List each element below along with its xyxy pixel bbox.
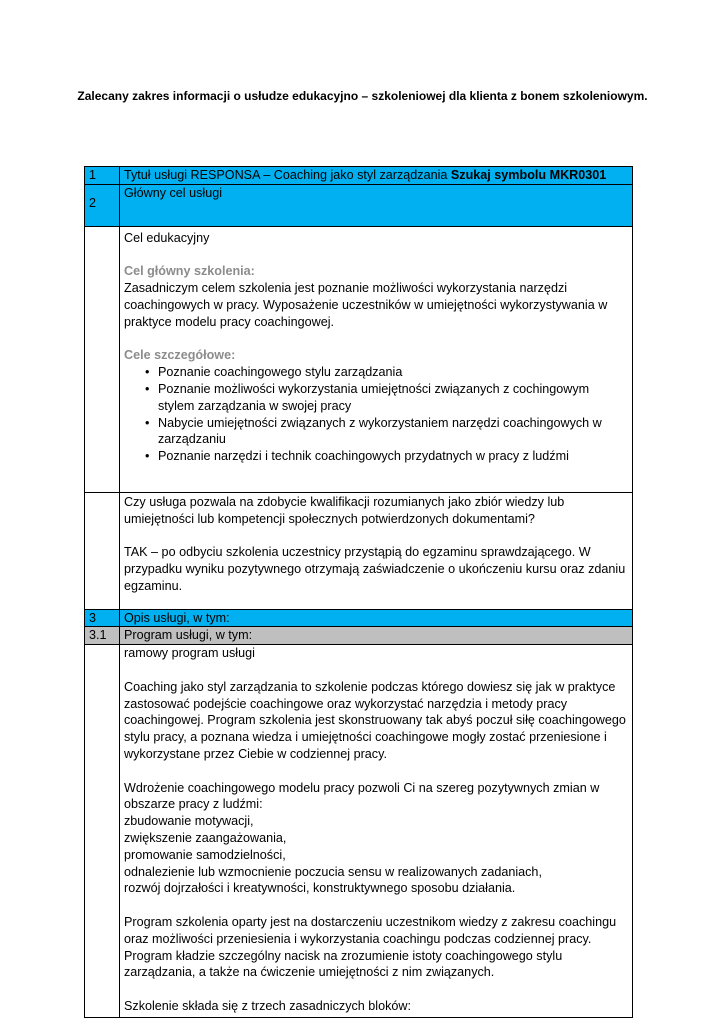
empty-cell bbox=[85, 645, 120, 1018]
benefit-line: zbudowanie motywacji, bbox=[124, 814, 254, 829]
benefit-line: odnalezienie lub wzmocnienie poczucia sensu w realizowanych zadaniach, bbox=[124, 864, 542, 879]
list-item: • Poznanie coachingowego stylu zarządzania bbox=[158, 364, 628, 381]
goals-title: Cel edukacyjny bbox=[124, 230, 210, 245]
main-goal-heading: Cel główny szkolenia: bbox=[124, 264, 255, 279]
service-program-label: Program usługi, w tym: bbox=[120, 627, 633, 645]
program-paragraph: Program kładzie szczególny nacisk na zrozumienie istoty coachingowego stylu zarządzania, a także na ćwiczenie umiejętności z nim związanych. bbox=[124, 948, 563, 980]
document-heading: Zalecany zakres informacji o usłudze edukacyjno – szkoleniowej dla klienta z bonem szkoleniowym. bbox=[77, 89, 648, 103]
main-goal-label: Główny cel usługi bbox=[120, 184, 633, 226]
service-symbol: Szukaj symbolu MKR0301 bbox=[450, 168, 607, 182]
program-paragraph: Coaching jako styl zarządzania to szkolenie podczas którego dowiesz się jak w praktyce zastosować podejście coachingowe oraz wykorzystać narzędzia i metody pracy coachingowej. Program szkolenia jest skonstruowany tak abyś poczuł siłę coachingowego stylu pracy, a poznana wiedza i umiejętności coachingowe mogły zostać przeniesione i wykorzystane przez Ciebie w codziennej pracy. bbox=[124, 679, 626, 761]
qualification-answer: TAK – po odbyciu szkolenia uczestnicy przystąpią do egzaminu sprawdzającego. W przypadku wyniku pozytywnego otrzymają zaświadczenie o ukończeniu kursu oraz zdaniu egzaminu. bbox=[124, 545, 626, 593]
list-item: • Poznanie narzędzi i technik coachingowych przydatnych w pracy z ludźmi bbox=[158, 448, 628, 465]
row-service-program bbox=[85, 627, 633, 645]
educational-goals-cell bbox=[120, 226, 633, 492]
row-main-goal bbox=[85, 184, 633, 226]
row-qualification bbox=[85, 492, 633, 609]
detail-goals-heading: Cele szczegółowe: bbox=[124, 348, 236, 363]
qualification-question: Czy usługa pozwala na zdobycie kwalifikacji rozumianych jako zbiór wiedzy lub umiejętności lub kompetencji społecznych potwierdzonych dokumentami? bbox=[124, 494, 565, 526]
list-item: • Nabycie umiejętności związanych z wykorzystaniem narzędzi coachingowych w zarządzaniu bbox=[158, 415, 628, 449]
row-service-description bbox=[85, 609, 633, 627]
empty-cell bbox=[85, 492, 120, 609]
benefit-line: rozwój dojrzałości i kreatywności, konstruktywnego sposobu działania. bbox=[124, 881, 516, 896]
empty-cell bbox=[85, 226, 120, 492]
program-benefits-intro: Wdrożenie coachingowego modelu pracy pozwoli Ci na szereg pozytywnych zmian w obszarze pracy z ludźmi: bbox=[124, 780, 600, 812]
row-number: 2 bbox=[85, 184, 120, 226]
row-number: 1 bbox=[85, 167, 120, 185]
detail-goals-list bbox=[124, 364, 628, 465]
row-educational-goals bbox=[85, 226, 633, 492]
program-content-cell bbox=[120, 645, 633, 1018]
row-number: 3 bbox=[85, 609, 120, 627]
service-info-table bbox=[84, 166, 633, 1018]
benefit-line: zwiększenie zaangażowania, bbox=[124, 830, 287, 845]
list-item: • Poznanie możliwości wykorzystania umiejętności związanych z cochingowym stylem zarządzania w swojej pracy bbox=[158, 381, 628, 415]
program-blocks-intro: Szkolenie składa się z trzech zasadniczych bloków: bbox=[124, 998, 411, 1013]
benefit-line: promowanie samodzielności, bbox=[124, 847, 286, 862]
service-title-cell bbox=[120, 167, 633, 185]
program-paragraph: Program szkolenia oparty jest na dostarczeniu uczestnikom wiedzy z zakresu coachingu oraz możliwości przeniesienia i wykorzystania coachingu podczas codziennej pracy. bbox=[124, 914, 617, 946]
service-title: Tytuł usługi RESPONSA – Coaching jako styl zarządzania bbox=[124, 168, 448, 182]
row-service-title bbox=[85, 167, 633, 185]
qualification-cell bbox=[120, 492, 633, 609]
row-program-content bbox=[85, 645, 633, 1018]
service-description-label: Opis usługi, w tym: bbox=[120, 609, 633, 627]
row-number: 3.1 bbox=[85, 627, 120, 645]
main-goal-text: Zasadniczym celem szkolenia jest poznanie możliwości wykorzystania narzędzi coachingowych w pracy. Wyposażenie uczestników w umiejętności wykorzystywania w praktyce modelu pracy coachingowej. bbox=[124, 281, 608, 329]
program-subtitle: ramowy program usługi bbox=[124, 646, 255, 661]
